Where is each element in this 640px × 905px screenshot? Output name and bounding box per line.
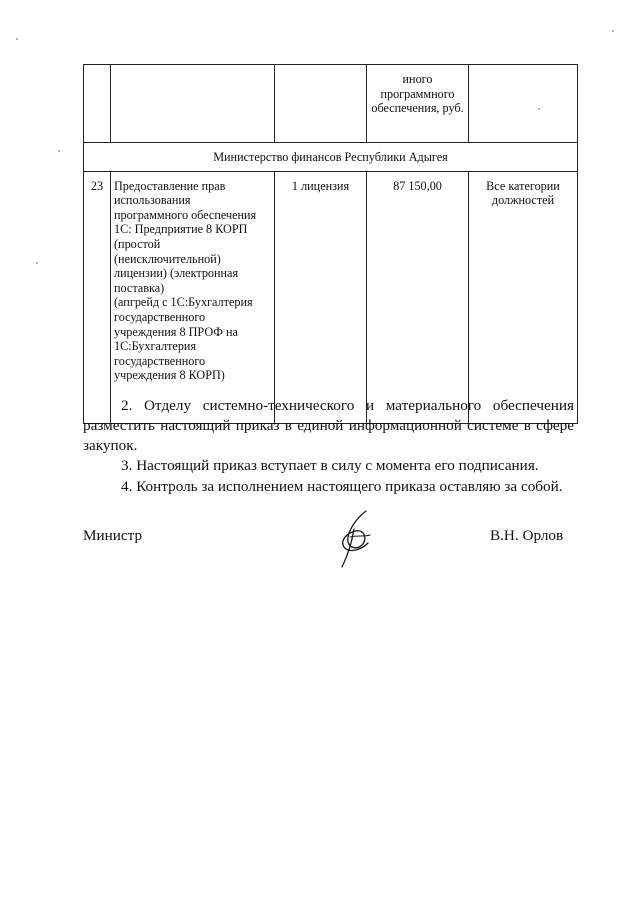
paragraph-2-line1: 2. Отделу системно-технического и материального обеспечения	[121, 397, 574, 414]
paragraph-4: 4. Контроль за исполнением настоящего приказа оставляю за собой.	[121, 478, 563, 495]
row-price: 87 150,00	[367, 171, 469, 423]
header-cell-category	[469, 65, 578, 143]
item-name-line: 1С: Предприятие 8 КОРП	[114, 222, 248, 237]
item-name-line: государственного	[114, 309, 206, 324]
item-name-line: использования	[114, 193, 191, 208]
header-cell-name	[111, 65, 275, 143]
ministry-name: Министерство финансов Республики Адыгея	[84, 143, 578, 172]
header-cell-num	[84, 65, 111, 143]
item-name-line: учреждения 8 ПРОФ на	[114, 324, 238, 339]
table-row	[84, 171, 578, 423]
item-name-line: поставка)	[114, 280, 165, 295]
signatory-name: В.Н. Орлов	[490, 527, 564, 544]
item-name-line: (неисключительной)	[114, 251, 221, 266]
table-header-row	[84, 65, 578, 143]
scan-speck	[58, 150, 60, 152]
header-cell-quantity	[275, 65, 367, 143]
item-name-line: 1С:Бухгалтерия	[114, 339, 197, 354]
item-name-line: лицензии) (электронная	[114, 266, 239, 281]
item-name-line: программного обеспечения	[114, 207, 257, 222]
item-name-line: Предоставление прав	[114, 178, 226, 193]
item-name-line: (простой	[114, 236, 161, 251]
row-category: Все категории должностей	[469, 171, 578, 423]
scan-speck	[16, 38, 18, 40]
row-item-name	[111, 171, 275, 423]
item-name-line: государственного	[114, 353, 206, 368]
paragraph-2-rest: разместить настоящий приказ в единой информационной системе в сфере закупок.	[83, 417, 574, 454]
handwritten-signature	[332, 507, 382, 571]
procurement-table	[83, 64, 578, 424]
item-name-line: (апгрейд с 1С:Бухгалтерия	[114, 295, 253, 310]
header-cell-price	[367, 65, 469, 143]
paragraph-3: 3. Настоящий приказ вступает в силу с момента его подписания.	[121, 457, 539, 474]
row-quantity: 1 лицензия	[275, 171, 367, 423]
scan-speck	[612, 30, 614, 32]
paragraph-2	[83, 396, 574, 456]
item-name-line: учреждения 8 КОРП)	[114, 368, 225, 383]
header-price-text: иного программного обеспечения, руб.	[371, 72, 464, 116]
signatory-title: Министр	[83, 527, 143, 544]
scan-speck	[538, 108, 540, 110]
scan-speck	[36, 262, 38, 264]
row-number: 23	[84, 171, 111, 423]
ministry-row	[84, 143, 578, 172]
